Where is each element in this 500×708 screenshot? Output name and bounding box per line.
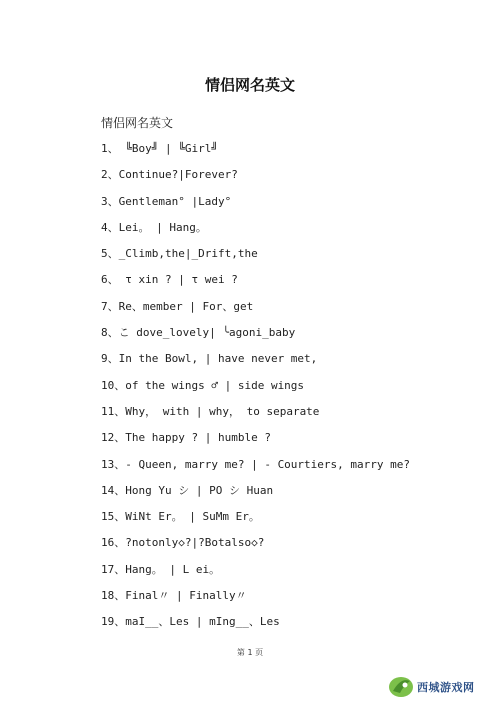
- name-list: [101, 140, 410, 640]
- list-item: 10、of the wings ♂ | side wings: [101, 378, 305, 392]
- list-item: 15、WiNt Er。 | SuMm Er。: [101, 510, 260, 524]
- list-item: 4、Lei。 | Hang。: [101, 220, 207, 234]
- list-item: 17、Hang。 | L ei。: [101, 562, 221, 576]
- list-item: 9、In the Bowl, | have never met,: [101, 352, 318, 366]
- list-item: 6、 τ xin ? | τ wei ?: [101, 273, 238, 287]
- list-item: 19、maI__、Les | mIng__、Les: [101, 615, 280, 629]
- list-item: 5、_Climb,the|_Drift,the: [101, 247, 258, 261]
- list-item: 12、The happy ? | humble ?: [101, 431, 271, 445]
- section-heading: 情侣网名英文: [101, 116, 174, 130]
- list-item: 2、Continue?|Forever?: [101, 168, 238, 182]
- page-number: 第 1 页: [236, 648, 264, 657]
- site-watermark[interactable]: [388, 674, 492, 700]
- list-item: 8、こ dove_lovely| ╰agoni_baby: [101, 326, 296, 340]
- list-item: 11、Why， with | why， to separate: [101, 404, 320, 418]
- green-leaf-logo-icon: [388, 675, 414, 699]
- list-item: 18、Final〃 | Finally〃: [101, 589, 247, 603]
- list-item: 13、- Queen, marry me? | - Courtiers, marry me?: [101, 457, 411, 471]
- watermark-text: 西城游戏网: [417, 681, 475, 694]
- list-item: 3、Gentleman° |Lady°: [101, 194, 232, 208]
- list-item: 1、 ╚Boy╝ | ╚Girl╝: [101, 142, 218, 155]
- list-item: 14、Hong Yu シ | PO シ Huan: [101, 483, 274, 497]
- page-title: 情侣网名英文: [204, 76, 295, 94]
- list-item: 16、?notonly◇?|?Botalso◇?: [101, 536, 265, 550]
- list-item: 7、Re、member | For、get: [101, 299, 254, 313]
